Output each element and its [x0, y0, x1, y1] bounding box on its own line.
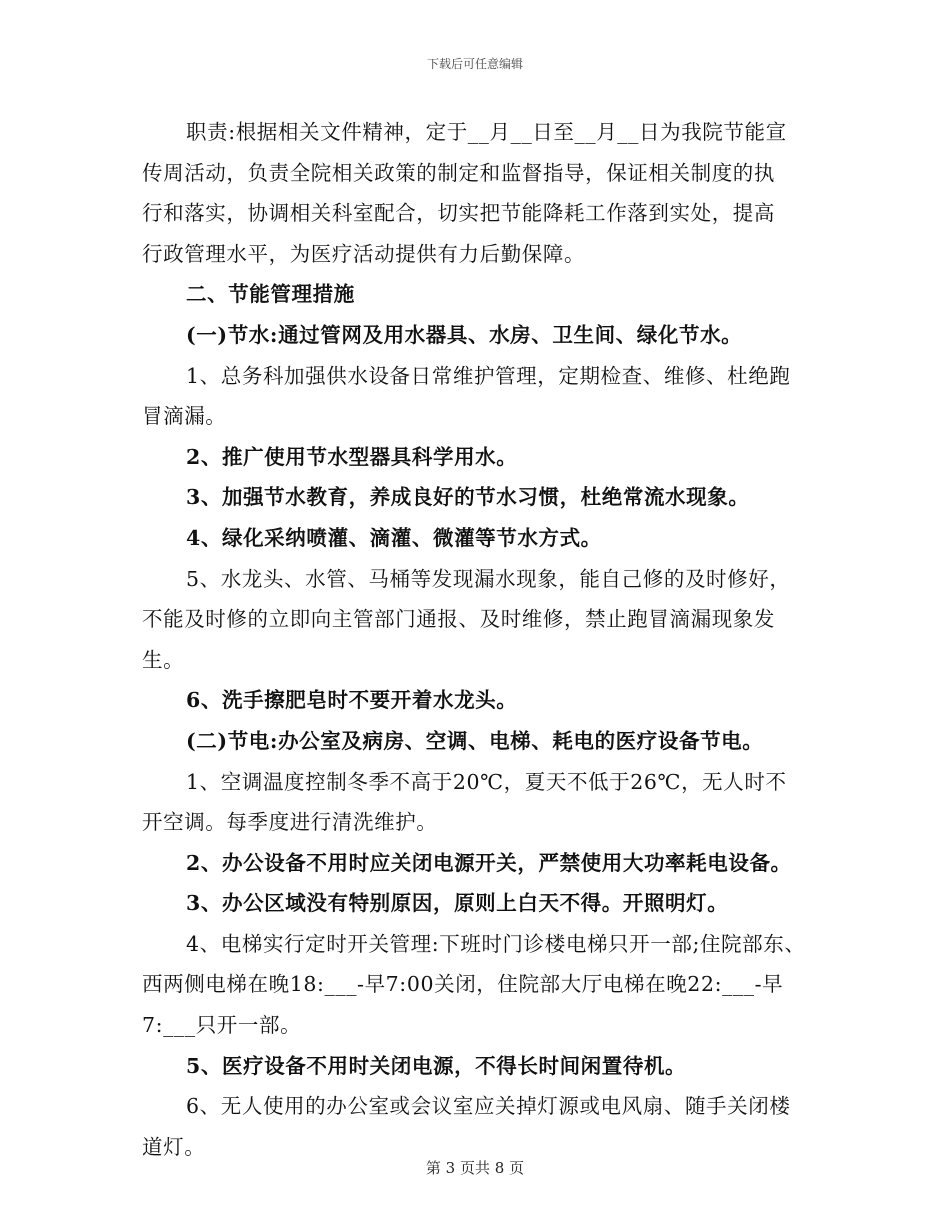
page-footer: 第 3 页共 8 页: [425, 1159, 525, 1177]
text-line: 行和落实，协调相关科室配合，切实把节能降耗工作落到实处，提高: [142, 201, 775, 226]
text-line: 6、洗手擦肥皂时不要开着水龙头。: [186, 688, 518, 713]
text-line: 7:___只开一部。: [142, 1013, 302, 1038]
text-line: 5、医疗设备不用时关闭电源，不得长时间闲置待机。: [186, 1053, 687, 1078]
text-line: 行政管理水平，为医疗活动提供有力后勤保障。: [142, 241, 586, 266]
text-line: 生。: [142, 647, 185, 672]
text-line: 不能及时修的立即向主管部门通报、及时维修，禁止跑冒滴漏现象发: [142, 607, 775, 632]
text-line: (一)节水:通过管网及用水器具、水房、卫生间、绿化节水。: [186, 322, 743, 347]
text-line: 二、节能管理措施: [186, 282, 355, 307]
text-line: 2、办公设备不用时应关闭电源开关，严禁使用大功率耗电设备。: [186, 850, 792, 875]
text-line: 道灯。: [142, 1134, 206, 1159]
text-line: 6、无人使用的办公室或会议室应关掉灯源或电风扇、随手关闭楼: [186, 1094, 791, 1119]
text-line: 3、办公区域没有特别原因，原则上白天不得。开照明灯。: [186, 891, 729, 916]
text-line: 1、空调温度控制冬季不高于20℃，夏天不低于26℃，无人时不: [186, 769, 787, 794]
text-line: 5、水龙头、水管、马桶等发现漏水现象，能自己修的及时修好，: [186, 566, 791, 591]
text-line: 4、电梯实行定时开关管理:下班时门诊楼电梯只开一部;住院部东、: [186, 931, 806, 956]
document-body: [142, 112, 812, 1167]
text-line: 1、总务科加强供水设备日常维护管理，定期检查、维修、杜绝跑: [186, 363, 791, 388]
text-line: 4、绿化采纳喷灌、滴灌、微灌等节水方式。: [186, 525, 602, 550]
page-header: 下载后可任意编辑: [426, 57, 523, 71]
text-line: 3、加强节水教育，养成良好的节水习惯，杜绝常流水现象。: [186, 485, 750, 510]
text-line: 开空调。每季度进行清洗维护。: [142, 810, 438, 835]
text-line: 2、推广使用节水型器具科学用水。: [186, 444, 518, 469]
text-line: 职责:根据相关文件精神，定于__月__日至__月__日为我院节能宣: [186, 120, 787, 144]
text-line: (二)节电:办公室及病房、空调、电梯、耗电的医疗设备节电。: [186, 728, 764, 753]
text-line: 传周活动，负责全院相关政策的制定和监督指导，保证相关制度的执: [142, 160, 775, 185]
text-line: 西两侧电梯在晚18:___-早7:00关闭，住院部大厅电梯在晚22:___-早: [142, 972, 784, 997]
text-line: 冒滴漏。: [142, 404, 227, 429]
